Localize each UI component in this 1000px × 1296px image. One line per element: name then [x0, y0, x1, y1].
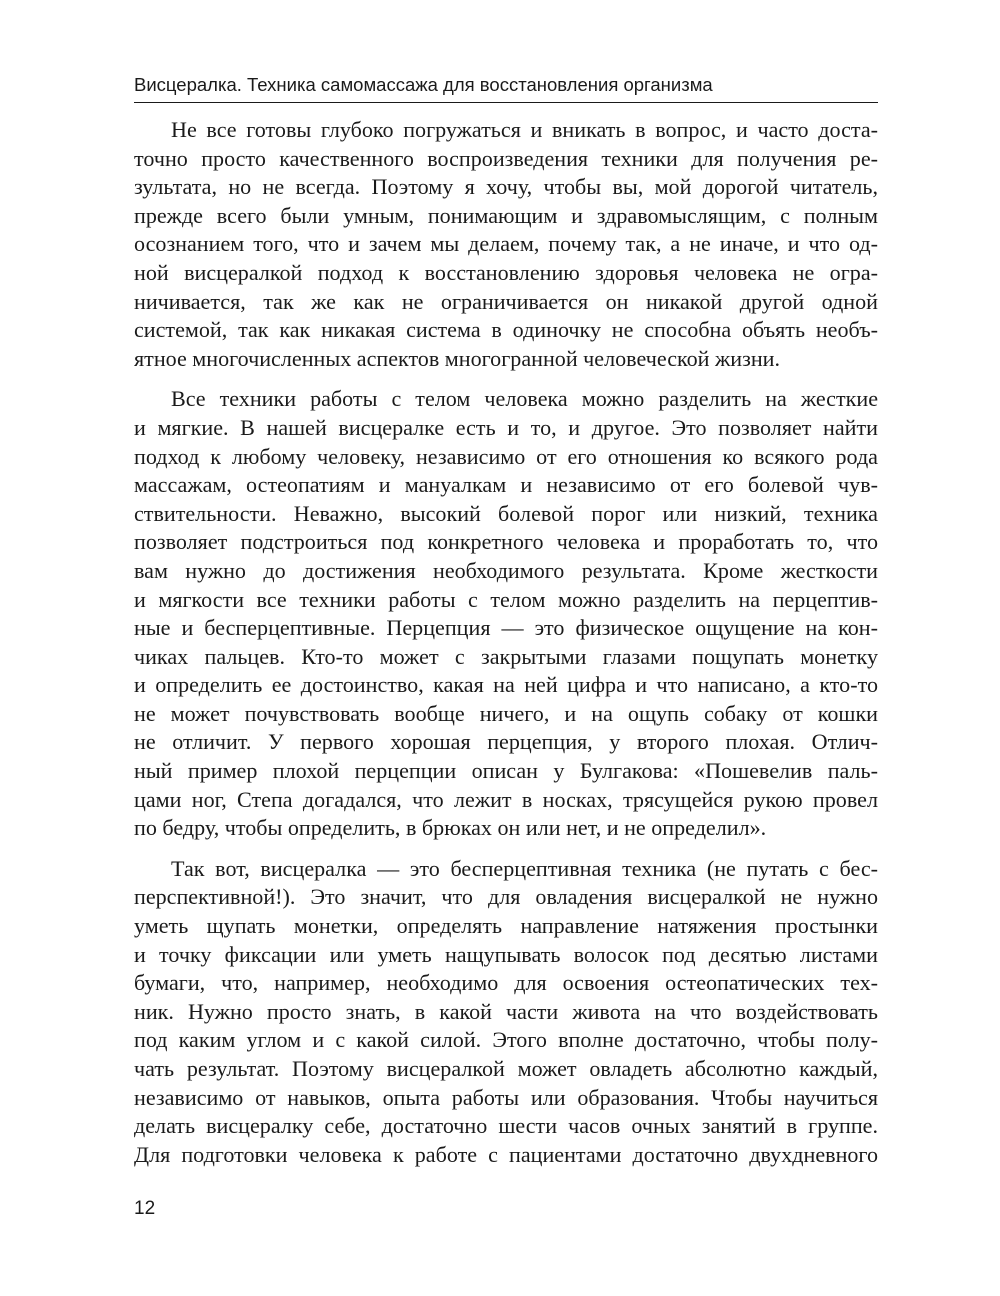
text-line: бумаги, что, например, необходимо для освоения остеопатических тех- [134, 970, 878, 996]
text-line: ствительности. Неважно, высокий болевой порог или низкий, техника [134, 500, 878, 526]
text-line: ный пример плохой перцепции описан у Булгакова: «Пошевелив паль- [134, 758, 878, 784]
text-line: ной висцералкой подход к восстановлению здоровья человека не огра- [134, 259, 878, 285]
text-line: Не все готовы глубоко погружаться и вникать в вопрос, и часто доста- [171, 117, 878, 142]
text-line: системой, так как никакая система в одиночку не способна объять необъ- [134, 317, 878, 343]
text-line: Так вот, висцералка — это бесперцептивная техника (не путать с бес- [171, 855, 878, 881]
text-line: подход к любому человеку, независимо от его отношения ко всякого рода [134, 443, 878, 469]
text-line: чиках пальцев. Кто-то может с закрытыми глазами пощупать монетку [134, 643, 878, 669]
text-line: цами ног, Степа догадался, что лежит в носках, трясущейся рукою провел [134, 786, 878, 812]
text-line: зультата, но не всегда. Поэтому я хочу, чтобы вы, мой дорогой читатель, [134, 174, 878, 200]
text-line: массажам, остеопатиям и мануалкам и независимо от его болевой чув- [134, 472, 878, 498]
text-line: и точку фиксации или уметь нащупывать волосок под десятью листами [134, 941, 878, 967]
text-line: вам нужно до достижения необходимого результата. Кроме жесткости [134, 557, 878, 583]
text-line: Все техники работы с телом человека можно разделить на жесткие [171, 386, 878, 412]
text-line: осознанием того, что и зачем мы делаем, почему так, а не иначе, и что од- [134, 231, 878, 257]
text-line: прежде всего были умным, понимающим и здравомыслящим, с полным [134, 202, 878, 228]
paragraph-3 [134, 855, 878, 1170]
header-rule [134, 102, 878, 103]
text-line: позволяет подстроиться под конкретного человека и проработать то, что [134, 529, 878, 555]
text-line: ятное многочисленных аспектов многогранной человеческой жизни. [134, 345, 780, 371]
text-line: и мягкие. В нашей висцералке есть и то, и другое. Это позволяет найти [134, 414, 878, 440]
text-line: и мягкости все техники работы с телом можно разделить на перцептив- [134, 586, 878, 612]
text-line: по бедру, чтобы определить, в брюках он или нет, и не определил». [134, 815, 767, 841]
text-line: точно просто качественного воспроизведения техники для получения ре- [134, 145, 878, 171]
body-text [134, 116, 878, 1181]
text-line: Для подготовки человека к работе с пациентами достаточно двухдневного [134, 1141, 878, 1167]
text-line: независимо от навыков, опыта работы или образования. Чтобы научиться [134, 1084, 878, 1110]
paragraph-1 [134, 116, 878, 373]
text-line: уметь щупать монетки, определять направление натяжения простынки [134, 913, 878, 939]
text-line: чать результат. Поэтому висцералкой может овладеть абсолютно каждый, [134, 1056, 878, 1081]
page-number: 12 [134, 1198, 156, 1219]
text-line: не отличит. У первого хорошая перцепция, у второго плохая. Отлич- [134, 729, 878, 755]
text-line: ничивается, так же как не ограничивается он никакой другой одной [134, 288, 878, 314]
running-head: Висцералка. Техника самомассажа для восстановления организма [134, 74, 713, 95]
text-line: под каким углом и с какой силой. Этого вполне достаточно, чтобы полу- [134, 1027, 878, 1053]
text-line: не может почувствовать вообще ничего, и на ощупь собаку от кошки [134, 700, 878, 726]
text-line: ные и бесперцептивные. Перцепция — это физическое ощущение на кон- [134, 615, 878, 641]
text-line: ник. Нужно просто знать, в какой части живота на что воздействовать [134, 998, 878, 1024]
paragraph-2 [134, 385, 878, 843]
text-line: и определить ее достоинство, какая на ней цифра и что написано, а кто-то [134, 672, 878, 698]
text-line: делать висцералку себе, достаточно шести часов очных занятий в группе. [134, 1113, 878, 1139]
text-line: перспективной!). Это значит, что для овладения висцералкой не нужно [134, 884, 878, 910]
